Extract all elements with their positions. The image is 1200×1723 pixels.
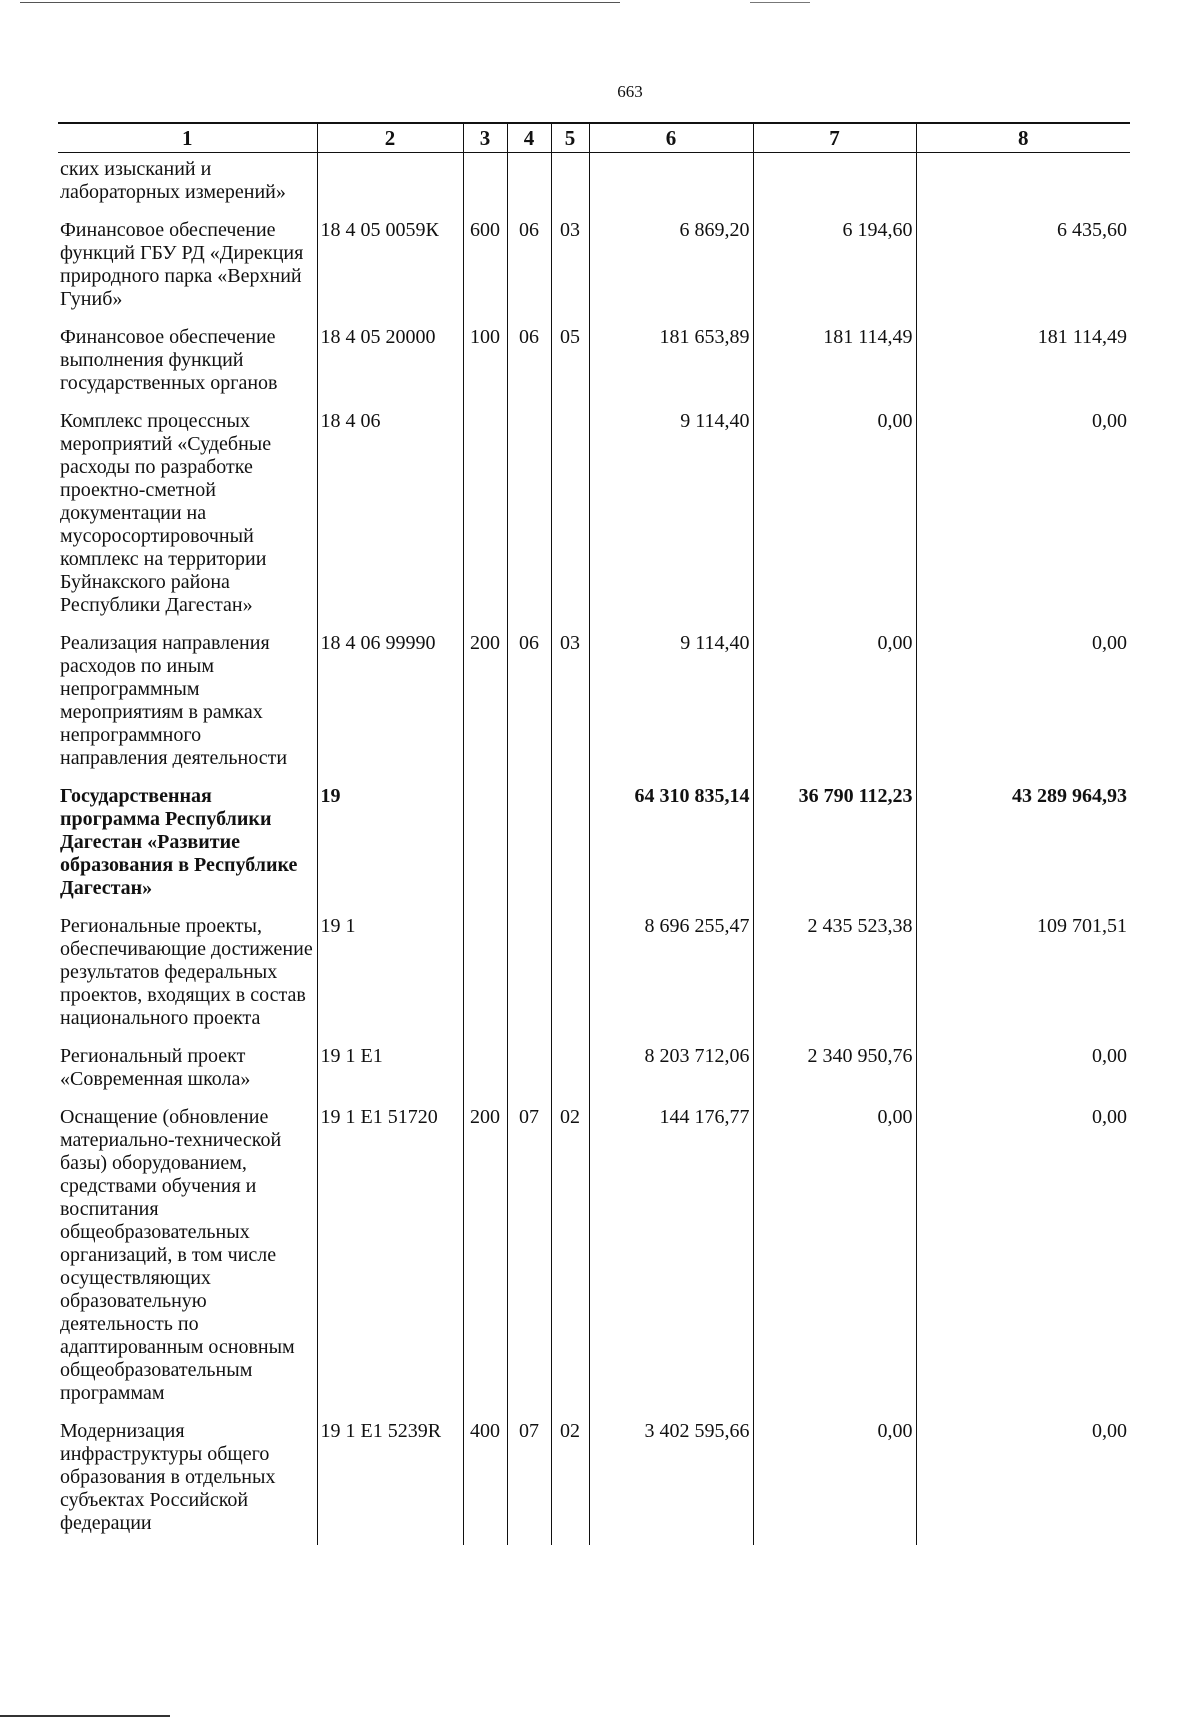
row-value-6: 8 696 255,47 <box>589 910 753 1040</box>
row-name: Государственная программа Республики Дагестан «Развитие образования в Республике Дагестан» <box>58 780 317 910</box>
row-expense-type <box>463 1040 507 1101</box>
page-number: 663 <box>617 82 643 101</box>
row-section <box>507 910 551 1040</box>
column-header: 2 <box>317 123 463 153</box>
row-value-6: 6 869,20 <box>589 214 753 321</box>
table-row <box>58 321 1130 405</box>
row-value-7: 0,00 <box>753 405 916 627</box>
row-value-6: 9 114,40 <box>589 627 753 780</box>
table-header-row <box>58 123 1130 153</box>
row-subsection: 02 <box>551 1101 589 1415</box>
row-name: Региональный проект «Современная школа» <box>58 1040 317 1101</box>
row-subsection: 02 <box>551 1415 589 1545</box>
row-value-8: 181 114,49 <box>916 321 1130 405</box>
row-code: 18 4 06 <box>317 405 463 627</box>
table-row <box>58 214 1130 321</box>
row-section: 06 <box>507 627 551 780</box>
row-value-8: 0,00 <box>916 1040 1130 1101</box>
row-expense-type <box>463 910 507 1040</box>
row-code <box>317 153 463 215</box>
row-section <box>507 780 551 910</box>
row-section <box>507 1040 551 1101</box>
row-name: Модернизация инфраструктуры общего образования в отдельных субъектах Российской федерации <box>58 1415 317 1545</box>
column-header: 8 <box>916 123 1130 153</box>
row-section <box>507 153 551 215</box>
row-section: 06 <box>507 214 551 321</box>
row-code: 18 4 05 20000 <box>317 321 463 405</box>
row-value-7: 36 790 112,23 <box>753 780 916 910</box>
row-value-7: 6 194,60 <box>753 214 916 321</box>
row-value-7: 0,00 <box>753 1101 916 1415</box>
row-name: ских изысканий и лабораторных измерений» <box>58 153 317 215</box>
table-row <box>58 405 1130 627</box>
row-name: Комплекс процессных мероприятий «Судебные расходы по разработке проектно-сметной документации на мусоросортировочный комплекс на территории Буйнакского района Республики Дагестан» <box>58 405 317 627</box>
row-value-6: 9 114,40 <box>589 405 753 627</box>
row-value-8: 0,00 <box>916 1415 1130 1545</box>
row-subsection <box>551 153 589 215</box>
row-subsection: 05 <box>551 321 589 405</box>
row-value-8: 6 435,60 <box>916 214 1130 321</box>
row-subsection <box>551 780 589 910</box>
row-value-7: 2 435 523,38 <box>753 910 916 1040</box>
row-name: Оснащение (обновление материально-технической базы) оборудованием, средствами обучения и воспитания общеобразовательных организаций, в том числе осуществляющих образовательную деятельность по адаптированным основным общеобразовательным программам <box>58 1101 317 1415</box>
row-subsection <box>551 1040 589 1101</box>
row-section: 06 <box>507 321 551 405</box>
table-row <box>58 1415 1130 1545</box>
row-section: 07 <box>507 1101 551 1415</box>
row-name: Реализация направления расходов по иным непрограммным мероприятиям в рамках непрограммного направления деятельности <box>58 627 317 780</box>
row-code: 19 1 E1 51720 <box>317 1101 463 1415</box>
column-header: 7 <box>753 123 916 153</box>
scan-edge-line <box>20 2 620 3</box>
row-value-8: 0,00 <box>916 1101 1130 1415</box>
table-row-program <box>58 780 1130 910</box>
table-row <box>58 153 1130 215</box>
row-value-7: 0,00 <box>753 1415 916 1545</box>
row-expense-type: 200 <box>463 1101 507 1415</box>
row-value-6 <box>589 153 753 215</box>
row-code: 19 1 <box>317 910 463 1040</box>
row-name: Финансовое обеспечение выполнения функций государственных органов <box>58 321 317 405</box>
row-value-8 <box>916 153 1130 215</box>
row-value-7 <box>753 153 916 215</box>
budget-table <box>58 122 1130 1545</box>
row-code: 19 1 E1 5239R <box>317 1415 463 1545</box>
table-row <box>58 1101 1130 1415</box>
row-code: 18 4 05 0059К <box>317 214 463 321</box>
scan-edge-line <box>750 2 810 3</box>
row-value-8: 43 289 964,93 <box>916 780 1130 910</box>
row-value-8: 109 701,51 <box>916 910 1130 1040</box>
row-value-6: 144 176,77 <box>589 1101 753 1415</box>
row-value-8: 0,00 <box>916 405 1130 627</box>
row-expense-type: 100 <box>463 321 507 405</box>
row-expense-type <box>463 780 507 910</box>
row-expense-type <box>463 153 507 215</box>
row-value-6: 3 402 595,66 <box>589 1415 753 1545</box>
table-row <box>58 1040 1130 1101</box>
row-code: 19 <box>317 780 463 910</box>
column-header: 1 <box>58 123 317 153</box>
row-value-8: 0,00 <box>916 627 1130 780</box>
row-subsection <box>551 405 589 627</box>
row-value-6: 8 203 712,06 <box>589 1040 753 1101</box>
row-value-7: 2 340 950,76 <box>753 1040 916 1101</box>
row-value-7: 0,00 <box>753 627 916 780</box>
row-section: 07 <box>507 1415 551 1545</box>
column-header: 4 <box>507 123 551 153</box>
column-header: 3 <box>463 123 507 153</box>
column-header: 6 <box>589 123 753 153</box>
row-subsection <box>551 910 589 1040</box>
scan-edge-line <box>0 1715 170 1717</box>
row-name: Финансовое обеспечение функций ГБУ РД «Дирекция природного парка «Верхний Гуниб» <box>58 214 317 321</box>
table-row <box>58 910 1130 1040</box>
row-name: Региональные проекты, обеспечивающие достижение результатов федеральных проектов, входящих в состав национального проекта <box>58 910 317 1040</box>
row-expense-type: 600 <box>463 214 507 321</box>
column-header: 5 <box>551 123 589 153</box>
row-section <box>507 405 551 627</box>
row-code: 19 1 E1 <box>317 1040 463 1101</box>
row-expense-type <box>463 405 507 627</box>
row-subsection: 03 <box>551 627 589 780</box>
row-expense-type: 400 <box>463 1415 507 1545</box>
row-code: 18 4 06 99990 <box>317 627 463 780</box>
row-value-7: 181 114,49 <box>753 321 916 405</box>
row-expense-type: 200 <box>463 627 507 780</box>
row-value-6: 181 653,89 <box>589 321 753 405</box>
row-value-6: 64 310 835,14 <box>589 780 753 910</box>
table-row <box>58 627 1130 780</box>
row-subsection: 03 <box>551 214 589 321</box>
